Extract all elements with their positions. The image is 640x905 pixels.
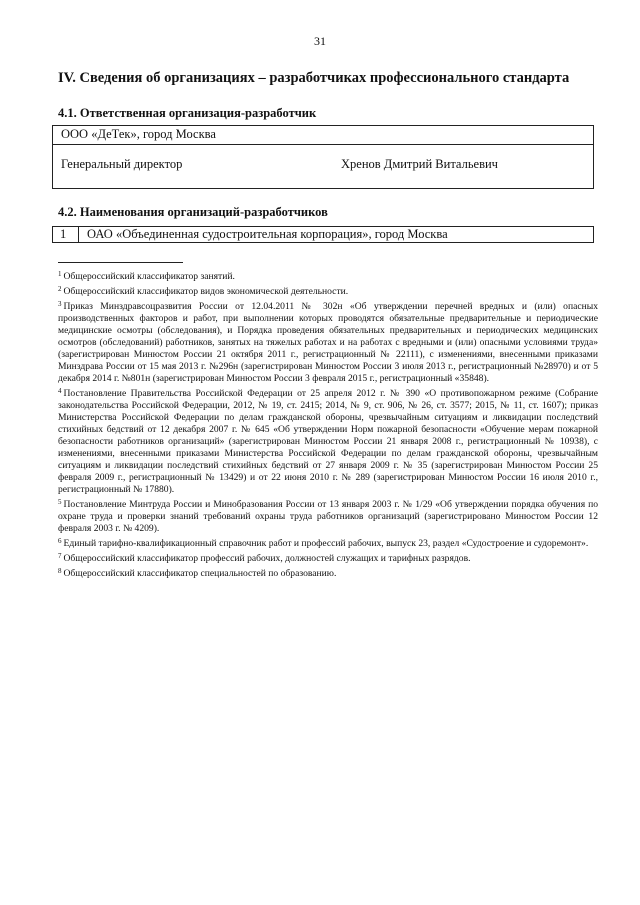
footnote-mark: 6 bbox=[58, 537, 62, 545]
developer-row-number: 1 bbox=[60, 227, 67, 241]
footnote-mark: 1 bbox=[58, 270, 62, 278]
page-number: 31 bbox=[314, 34, 326, 48]
footnote-text: Постановление Правительства Российской Федерации от 25 апреля 2012 г. № 390 «О противопожарном режиме (Собрание законодательства Российской Федерации, 2012, № 19, ст. 2415; 2014, № 9, ст. 906, № 26, ст. 3577; 2015, № 11, ст. 1607); приказ Министерства Российской Федерации по делам гражданской обороны, чрезвычайным ситуациям и ликвидации последствий стихийных бедствий от 12 декабря 2007 г. № 645 «Об утверждении Норм пожарной безопасности «Обучение мерам пожарной безопасности работников организаций» (зарегистрирован Минюстом России 21 января 2008 г., регистрационный № 10938), с изменениями, внесенными приказами Министерства Российской Федерации по делам гражданской обороны, чрезвычайным ситуациям и ликвидации последствий стихийных бедствий от 27 января 2009 г. № 35 (зарегистрирован Минюстом России 25 февраля 2009 г., регистрационный № 13429) и от 22 июня 2010 г. № 289 (зарегистрирован Минюстом России 16 июля 2010 г., регистрационный № 17880). bbox=[58, 388, 598, 495]
footnote-mark: 4 bbox=[58, 387, 62, 395]
footnote bbox=[58, 550, 598, 565]
footnote-mark: 2 bbox=[58, 285, 62, 293]
footnote-text: Общероссийский классификатор занятий. bbox=[63, 271, 235, 282]
footnote-mark: 5 bbox=[58, 498, 62, 506]
footnote bbox=[58, 496, 598, 535]
developer-orgs-title: 4.2. Наименования организаций-разработчиков bbox=[58, 205, 328, 219]
developer-orgs-table bbox=[52, 226, 594, 243]
footnotes bbox=[58, 268, 598, 580]
footnote-text: Приказ Минздравсоцразвития России от 12.04.2011 № 302н «Об утверждении перечней вредных и (или) опасных производственных факторов и работ, при выполнении которых проводятся обязательные предварительные и периодические медицинские осмотры (обследования), и Порядка проведения обязательных предварительных и периодических медицинских осмотров (обследований) работников, занятых на тяжелых работах и на работах с вредными и (или) опасными условиями труда» (зарегистрирован Минюстом России 21 октября 2011 г., регистрационный № 22111), с изменениями, внесенными приказами Минздрава России от 15 мая 2013 г. №296н (зарегистрирован Минюстом России 3 июля 2013 г., регистрационный №28970) и от 5 декабря 2014 г. №801н (зарегистрирован Минюстом России 3 февраля 2015 г., регистрационный «35848). bbox=[58, 301, 598, 384]
developer-row-number-cell bbox=[53, 227, 79, 242]
footnote-mark: 7 bbox=[58, 552, 62, 560]
footnote-text: Общероссийский классификатор профессий рабочих, должностей служащих и тарифных разрядов. bbox=[63, 553, 471, 564]
responsible-org-title: 4.1. Ответственная организация-разработчик bbox=[58, 106, 317, 120]
developer-org-name: ОАО «Объединенная судостроительная корпорация», город Москва bbox=[87, 227, 448, 241]
section-title: IV. Сведения об организациях – разработчиках профессионального стандарта bbox=[58, 70, 570, 86]
footnote-text: Постановление Минтруда России и Минобразования России от 13 января 2003 г. № 1/29 «Об утверждении порядка обучения по охране труда и проверки знаний требований охраны труда работников организаций (зарегистрировано Минюстом России 12 февраля 2003 г. № 4209). bbox=[58, 499, 598, 534]
footnote bbox=[58, 385, 598, 496]
footnote bbox=[58, 268, 598, 283]
responsible-signatory-row bbox=[53, 145, 593, 188]
footnote-text: Общероссийский классификатор видов экономической деятельности. bbox=[63, 286, 349, 297]
footnote bbox=[58, 298, 598, 385]
signatory-name: Хренов Дмитрий Витальевич bbox=[341, 157, 498, 171]
responsible-org-row bbox=[53, 126, 593, 145]
footnote-mark: 3 bbox=[58, 300, 62, 308]
footnote-text: Единый тарифно-квалификационный справочник работ и профессий рабочих, выпуск 23, раздел «Судостроение и судоремонт». bbox=[63, 538, 589, 549]
footnote bbox=[58, 565, 598, 580]
responsible-org-name: ООО «ДеТек», город Москва bbox=[61, 127, 216, 141]
signatory-role: Генеральный директор bbox=[61, 157, 183, 171]
footnote bbox=[58, 283, 598, 298]
footnote-mark: 8 bbox=[58, 567, 62, 575]
footnote bbox=[58, 535, 598, 550]
footnote-divider bbox=[58, 262, 183, 263]
responsible-org-table bbox=[52, 125, 594, 189]
footnote-text: Общероссийский классификатор специальностей по образованию. bbox=[63, 568, 337, 579]
